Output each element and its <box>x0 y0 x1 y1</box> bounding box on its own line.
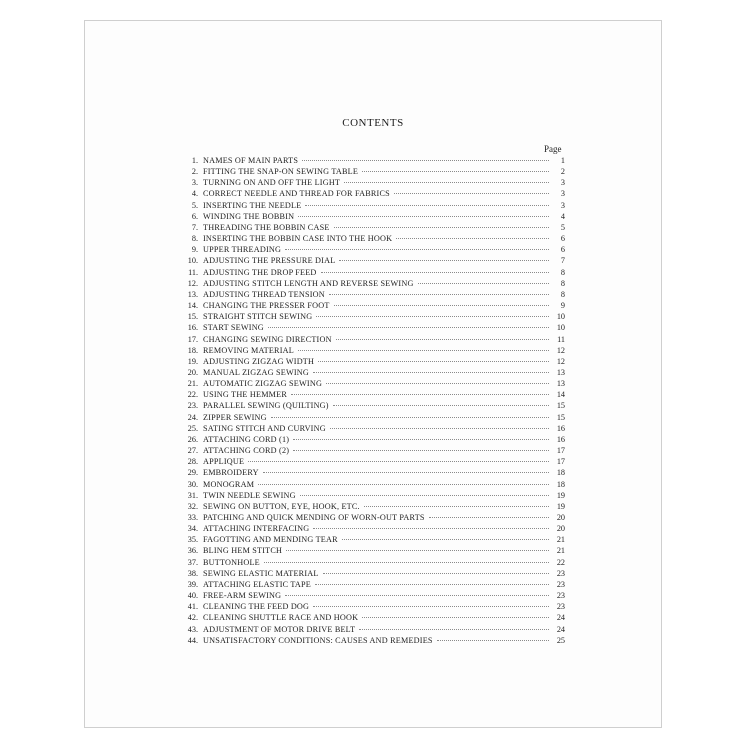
toc-entry <box>175 155 565 166</box>
toc-entry-page: 6 <box>560 234 565 244</box>
toc-entry-number: 8. <box>191 234 198 244</box>
toc-entry-title: FREE-ARM SEWING <box>203 591 282 601</box>
toc-entry-number: 19. <box>187 356 198 366</box>
toc-entry-title: PARALLEL SEWING (QUILTING) <box>203 401 329 411</box>
toc-entry-title: REMOVING MATERIAL <box>203 345 294 355</box>
toc-entry-number: 36. <box>187 546 198 556</box>
toc-entry-page: 18 <box>556 468 565 478</box>
toc-entry-number: 42. <box>187 613 198 623</box>
toc-entry-page: 17 <box>556 446 565 456</box>
toc-entry-title: CORRECT NEEDLE AND THREAD FOR FABRICS <box>203 189 390 199</box>
toc-entry <box>175 311 565 322</box>
toc-entry-page: 5 <box>560 222 565 232</box>
toc-entry-number: 40. <box>187 591 198 601</box>
dot-leader <box>364 506 549 507</box>
dot-leader <box>293 450 549 451</box>
toc-entry-page: 21 <box>556 535 565 545</box>
dot-leader <box>316 316 549 317</box>
dot-leader <box>394 193 549 194</box>
toc-entry <box>175 222 565 233</box>
page-column-header: Page <box>544 144 562 154</box>
toc-entry-number: 32. <box>187 501 198 511</box>
toc-entry <box>175 300 565 311</box>
toc-entry-page: 24 <box>556 613 565 623</box>
dot-leader <box>333 405 549 406</box>
toc-entry-page: 20 <box>556 513 565 522</box>
toc-entry-number: 14. <box>187 301 198 311</box>
dot-leader <box>248 461 549 462</box>
dot-leader <box>286 550 549 551</box>
toc-entry <box>175 635 565 646</box>
toc-entry-title: ATTACHING CORD (2) <box>203 446 290 456</box>
dot-leader <box>339 260 549 261</box>
toc-entry-number: 13. <box>187 289 198 299</box>
toc-entry-number: 3. <box>191 178 198 188</box>
toc-entry-title: SATING STITCH AND CURVING <box>203 423 326 433</box>
dot-leader <box>298 350 549 351</box>
toc-entry-title: CLEANING THE FEED DOG <box>203 602 310 612</box>
toc-entry-title: APPLIQUE <box>203 457 245 467</box>
dot-leader <box>342 539 549 540</box>
toc-entry-page: 3 <box>560 200 565 210</box>
dot-leader <box>300 495 549 496</box>
dot-leader <box>318 361 549 362</box>
toc-entry-number: 11. <box>188 267 198 277</box>
toc-entry-number: 25. <box>187 423 198 433</box>
toc-entry-title: UNSATISFACTORY CONDITIONS: CAUSES AND REMEDIES <box>203 635 433 645</box>
toc-entry-number: 29. <box>187 468 198 478</box>
dot-leader <box>362 171 549 172</box>
toc-entry-number: 27. <box>187 446 198 456</box>
toc-entry-title: ZIPPER SEWING <box>203 412 267 422</box>
toc-entry-title: UPPER THREADING <box>203 245 282 255</box>
toc-entry-title: START SEWING <box>203 323 264 333</box>
toc-entry-title: ADJUSTING STITCH LENGTH AND REVERSE SEWING <box>203 278 414 288</box>
toc-entry <box>175 590 565 601</box>
dot-leader <box>302 160 549 161</box>
toc-entry-number: 43. <box>187 624 198 634</box>
dot-leader <box>315 584 549 585</box>
dot-leader <box>258 484 549 485</box>
dot-leader <box>263 472 549 473</box>
toc-entry <box>175 211 565 222</box>
toc-entry-page: 11 <box>557 334 565 344</box>
toc-entry-page: 16 <box>556 434 565 444</box>
toc-entry-page: 8 <box>560 289 565 299</box>
dot-leader <box>362 617 549 618</box>
toc-entry <box>175 456 565 467</box>
toc-entry-page: 23 <box>556 579 565 589</box>
dot-leader <box>305 205 549 206</box>
toc-entry-number: 5. <box>191 200 198 210</box>
toc-entry-page: 23 <box>556 568 565 578</box>
toc-entry-page: 10 <box>556 323 565 333</box>
dot-leader <box>326 383 549 384</box>
toc-entry-number: 30. <box>187 479 198 489</box>
toc-entry <box>175 523 565 534</box>
toc-entry-page: 18 <box>556 479 565 489</box>
toc-entry-page: 12 <box>556 356 565 366</box>
toc-entry-number: 21. <box>187 379 198 389</box>
page-title: CONTENTS <box>342 117 404 129</box>
toc-entry-number: 23. <box>187 401 198 411</box>
toc-entry-page: 7 <box>560 256 565 266</box>
toc-entry-number: 41. <box>187 602 198 612</box>
toc-entry-page: 23 <box>556 602 565 612</box>
toc-entry-number: 26. <box>187 434 198 444</box>
toc-entry-title: FITTING THE SNAP-ON SEWING TABLE <box>203 167 359 177</box>
toc-entry <box>175 389 565 400</box>
toc-entry <box>175 534 565 545</box>
toc-entry-number: 10. <box>187 256 198 266</box>
toc-entry-page: 3 <box>560 189 565 199</box>
toc-entry-number: 1. <box>191 156 198 165</box>
toc-entry <box>175 400 565 411</box>
toc-entry <box>175 479 565 490</box>
toc-entry-number: 17. <box>187 334 198 344</box>
toc-entry-number: 35. <box>187 535 198 545</box>
toc-entry-number: 16. <box>187 323 198 333</box>
dot-leader <box>285 249 549 250</box>
toc-entry <box>175 166 565 177</box>
toc-entry-title: STRAIGHT STITCH SEWING <box>203 312 313 322</box>
dot-leader <box>291 394 549 395</box>
toc-entry-page: 8 <box>560 278 565 288</box>
toc-entry <box>175 501 565 512</box>
toc-entry-title: ATTACHING INTERFACING <box>203 524 310 534</box>
dot-leader <box>298 216 549 217</box>
toc-entry-page: 24 <box>556 624 565 634</box>
toc-entry-title: ADJUSTING THE PRESSURE DIAL <box>203 256 336 266</box>
toc-entry <box>175 244 565 255</box>
dot-leader <box>396 238 549 239</box>
dot-leader <box>268 327 549 328</box>
toc-entry-page: 3 <box>560 178 565 188</box>
toc-entry-number: 33. <box>187 513 198 522</box>
toc-entry-page: 17 <box>556 457 565 467</box>
toc-entry-number: 2. <box>191 167 198 177</box>
toc-entry <box>175 412 565 423</box>
toc-entry-title: MONOGRAM <box>203 479 255 489</box>
document-page <box>84 20 662 728</box>
dot-leader <box>313 372 549 373</box>
toc-entry-page: 8 <box>560 267 565 277</box>
toc-entry <box>175 177 565 188</box>
toc-entry-title: CLEANING SHUTTLE RACE AND HOOK <box>203 613 359 623</box>
toc-entry-title: TURNING ON AND OFF THE LIGHT <box>203 178 341 188</box>
toc-entry <box>175 624 565 635</box>
toc-entry-title: ADJUSTING ZIGZAG WIDTH <box>203 356 315 366</box>
toc-entry-title: ATTACHING CORD (1) <box>203 434 290 444</box>
toc-entry-number: 28. <box>187 457 198 467</box>
toc-entry-title: CHANGING SEWING DIRECTION <box>203 334 332 344</box>
toc-entry-number: 4. <box>191 189 198 199</box>
dot-leader <box>313 606 549 607</box>
toc-entry <box>175 334 565 345</box>
toc-entry <box>175 267 565 278</box>
dot-leader <box>429 517 549 518</box>
toc-entry-number: 9. <box>191 245 198 255</box>
toc-entry-number: 38. <box>187 568 198 578</box>
toc-entry <box>175 512 565 523</box>
dot-leader <box>271 417 549 418</box>
toc-entry <box>175 612 565 623</box>
toc-entry-page: 22 <box>556 557 565 567</box>
toc-entry-page: 4 <box>560 211 565 221</box>
dot-leader <box>264 562 549 563</box>
dot-leader <box>330 428 549 429</box>
toc-entry-title: ATTACHING ELASTIC TAPE <box>203 579 312 589</box>
toc-entry <box>175 289 565 300</box>
toc-entry-title: ADJUSTING THREAD TENSION <box>203 289 325 299</box>
toc-entry-page: 2 <box>560 167 565 177</box>
toc-entry-number: 44. <box>187 635 198 645</box>
toc-entry-page: 15 <box>556 401 565 411</box>
toc-entry-page: 9 <box>560 301 565 311</box>
dot-leader <box>293 439 549 440</box>
toc-entry-title: PATCHING AND QUICK MENDING OF WORN-OUT PARTS <box>203 513 425 522</box>
toc-entry-page: 20 <box>556 524 565 534</box>
toc-entry-page: 15 <box>556 412 565 422</box>
toc-entry-page: 6 <box>560 245 565 255</box>
toc-entry-page: 12 <box>556 345 565 355</box>
dot-leader <box>323 573 549 574</box>
toc-entry-page: 16 <box>556 423 565 433</box>
toc-entry-title: SEWING ELASTIC MATERIAL <box>203 568 319 578</box>
dot-leader <box>329 294 549 295</box>
toc-entry-title: CHANGING THE PRESSER FOOT <box>203 301 330 311</box>
toc-entry <box>175 255 565 266</box>
toc-entry-title: THREADING THE BOBBIN CASE <box>203 222 330 232</box>
toc-entry-title: SEWING ON BUTTON, EYE, HOOK, ETC. <box>203 501 360 511</box>
dot-leader <box>334 305 549 306</box>
toc-entry-page: 1 <box>560 156 565 165</box>
toc-entry-number: 12. <box>187 278 198 288</box>
dot-leader <box>321 272 549 273</box>
toc-entry <box>175 233 565 244</box>
toc-entry-title: EMBROIDERY <box>203 468 259 478</box>
toc-entry-title: BUTTONHOLE <box>203 557 260 567</box>
toc-entry-page: 21 <box>556 546 565 556</box>
dot-leader <box>313 528 549 529</box>
toc-entry-page: 10 <box>556 312 565 322</box>
toc-entry-title: NAMES OF MAIN PARTS <box>203 156 299 165</box>
toc-entry-number: 31. <box>187 490 198 500</box>
toc-entry <box>175 188 565 199</box>
toc-entry-number: 22. <box>187 390 198 400</box>
dot-leader <box>336 339 549 340</box>
toc-entry-number: 7. <box>191 222 198 232</box>
toc-entry-title: USING THE HEMMER <box>203 390 288 400</box>
toc-entry <box>175 356 565 367</box>
toc-entry-number: 18. <box>187 345 198 355</box>
toc-entry <box>175 490 565 501</box>
toc-entry-number: 34. <box>187 524 198 534</box>
toc-entry-title: AUTOMATIC ZIGZAG SEWING <box>203 379 323 389</box>
toc-entry-number: 24. <box>187 412 198 422</box>
toc-entry <box>175 579 565 590</box>
toc-entry-title: INSERTING THE BOBBIN CASE INTO THE HOOK <box>203 234 393 244</box>
dot-leader <box>437 640 549 641</box>
toc-entry-title: INSERTING THE NEEDLE <box>203 200 302 210</box>
toc-entry <box>175 445 565 456</box>
dot-leader <box>418 283 549 284</box>
toc-entry <box>175 200 565 211</box>
toc-entry-page: 13 <box>556 379 565 389</box>
toc-entry <box>175 345 565 356</box>
toc-entry <box>175 545 565 556</box>
table-of-contents <box>175 155 565 646</box>
dot-leader <box>344 182 549 183</box>
toc-entry-title: MANUAL ZIGZAG SEWING <box>203 367 310 377</box>
toc-entry <box>175 467 565 478</box>
toc-entry <box>175 322 565 333</box>
toc-entry-title: TWIN NEEDLE SEWING <box>203 490 296 500</box>
toc-entry-number: 20. <box>187 367 198 377</box>
toc-entry-number: 6. <box>191 211 198 221</box>
toc-entry <box>175 568 565 579</box>
toc-entry-number: 15. <box>187 312 198 322</box>
toc-entry-page: 19 <box>556 501 565 511</box>
dot-leader <box>334 227 549 228</box>
toc-entry <box>175 601 565 612</box>
toc-entry-title: ADJUSTING THE DROP FEED <box>203 267 317 277</box>
toc-entry-page: 19 <box>556 490 565 500</box>
toc-entry-page: 25 <box>556 635 565 645</box>
toc-entry-title: BLING HEM STITCH <box>203 546 283 556</box>
toc-entry <box>175 378 565 389</box>
toc-entry-title: ADJUSTMENT OF MOTOR DRIVE BELT <box>203 624 356 634</box>
toc-entry-number: 37. <box>187 557 198 567</box>
toc-entry <box>175 557 565 568</box>
dot-leader <box>359 629 549 630</box>
toc-entry-title: WINDING THE BOBBIN <box>203 211 295 221</box>
toc-entry-page: 23 <box>556 591 565 601</box>
dot-leader <box>285 595 549 596</box>
toc-entry <box>175 434 565 445</box>
toc-entry-page: 14 <box>556 390 565 400</box>
toc-entry-page: 13 <box>556 367 565 377</box>
toc-entry <box>175 278 565 289</box>
toc-entry <box>175 423 565 434</box>
toc-entry <box>175 367 565 378</box>
toc-entry-number: 39. <box>187 579 198 589</box>
toc-entry-title: FAGOTTING AND MENDING TEAR <box>203 535 338 545</box>
